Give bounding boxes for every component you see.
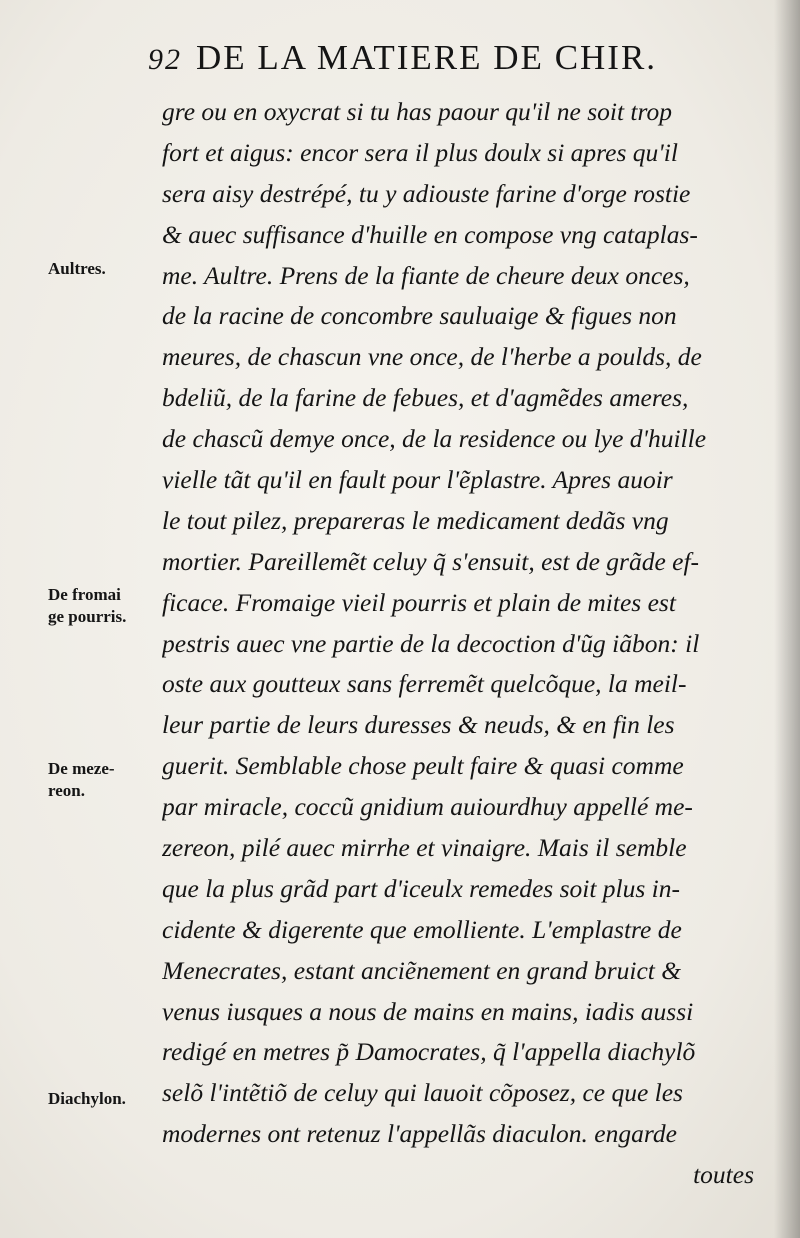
text-line: par miracle, coccũ gnidium auiourdhuy appellé me-: [162, 792, 693, 822]
text-line: selõ l'intẽtiõ de celuy qui lauoit cõposez, ce que les: [162, 1078, 683, 1108]
text-line: le tout pilez, prepareras le medicament dedãs vng: [162, 505, 669, 535]
running-title: DE LA MATIERE DE CHIR.: [196, 38, 658, 77]
text-line: que la plus grãd part d'iceulx remedes soit plus in-: [162, 873, 680, 903]
margin-note-line: De meze-: [48, 759, 115, 778]
text-line: modernes ont retenuz l'appellãs diaculon. engarde: [162, 1119, 677, 1149]
text-line: bdeliũ, de la farine de febues, et d'agmẽdes ameres,: [162, 383, 689, 413]
text-line: gre ou en oxycrat si tu has paour qu'il ne soit trop: [162, 97, 672, 126]
margin-note-mezereon: [48, 758, 115, 802]
text-line: redigé en metres p̃ Damocrates, q̃ l'appella diachylõ: [162, 1037, 696, 1067]
text-line: leur partie de leurs duresses & neuds, & en fin les: [162, 710, 675, 740]
margin-note-line: Aultres.: [48, 259, 106, 278]
text-line: guerit. Semblable chose peult faire & quasi comme: [162, 751, 684, 781]
margin-note-line: ge pourris.: [48, 607, 127, 626]
text-line: me. Aultre. Prens de la fiante de cheure deux onces,: [162, 260, 690, 290]
text-line: ficace. Fromaige vieil pourris et plain de mites est: [162, 587, 676, 617]
margin-note-aultres: [48, 258, 106, 280]
page-number: 92: [148, 43, 182, 76]
catchword: toutes: [693, 1160, 754, 1190]
margin-note-line: reon.: [48, 781, 85, 800]
text-line: de chascũ demye once, de la residence ou lye d'huille: [162, 424, 707, 454]
text-line: sera aisy destrépé, tu y adiouste farine d'orge rostie: [162, 178, 691, 208]
margin-note-line: De fromai: [48, 585, 121, 604]
text-line: oste aux goutteux sans ferremẽt quelcõque, la meil-: [162, 669, 687, 699]
text-line: zereon, pilé auec mirrhe et vinaigre. Mais il semble: [162, 833, 687, 863]
text-line: vielle tãt qu'il en fault pour l'ẽplastre. Apres auoir: [162, 465, 673, 495]
text-line: & auec suffisance d'huille en compose vng cataplas-: [162, 219, 698, 249]
text-line: de la racine de concombre sauluaige & figues non: [162, 301, 677, 331]
main-text-block: [162, 92, 774, 1196]
margin-note-line: Diachylon.: [48, 1089, 126, 1108]
text-line: cidente & digerente que emolliente. L'emplastre de: [162, 914, 682, 944]
running-header: [148, 38, 778, 90]
margin-note-diachylon: [48, 1088, 126, 1110]
margin-note-fromaige: [48, 584, 126, 628]
text-line: mortier. Pareillemẽt celuy q̃ s'ensuit, est de grãde ef-: [162, 546, 700, 576]
text-line: pestris auec vne partie de la decoction d'ũg iãbon: il: [162, 628, 700, 658]
gutter-shadow: [774, 0, 800, 1238]
text-line: fort et aigus: encor sera il plus doulx si apres qu'il: [162, 137, 678, 167]
text-line: venus iusques a nous de mains en mains, iadis aussi: [162, 996, 694, 1026]
text-line: meures, de chascun vne once, de l'herbe a poulds, de: [162, 342, 702, 372]
text-line: Menecrates, estant anciẽnement en grand bruict &: [162, 955, 682, 985]
